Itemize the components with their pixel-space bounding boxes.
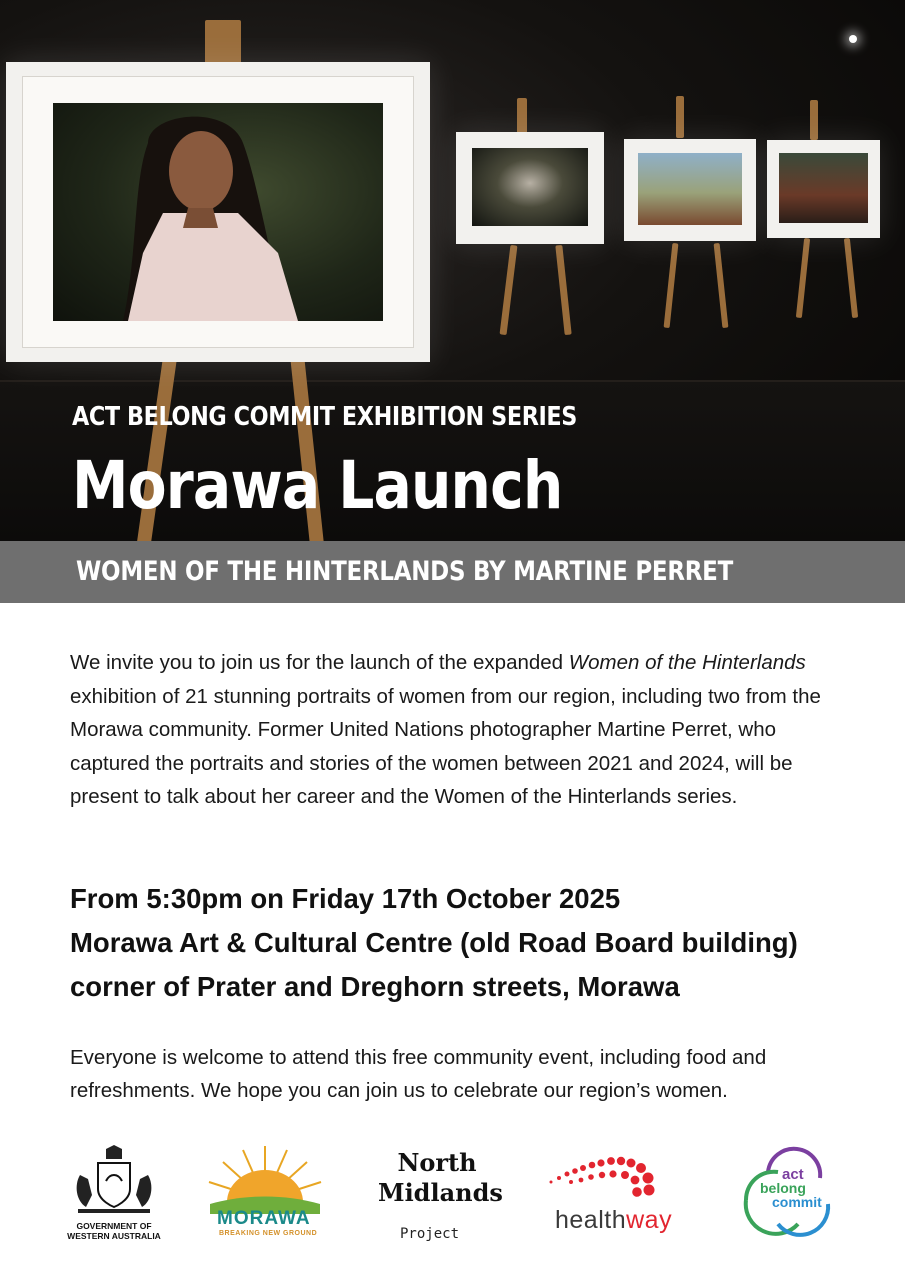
sponsor-logos (0, 1140, 905, 1260)
act-belong-commit-logo: act belong commit (738, 1142, 834, 1240)
portrait-woman-photo (53, 103, 383, 321)
portrait-frame-4 (767, 140, 880, 238)
healthway-dots-icon (545, 1152, 665, 1202)
event-venue: Morawa Art & Cultural Centre (old Road Board building) (70, 927, 798, 958)
intro-paragraph: We invite you to join us for the launch of the expanded Women of the Hinterlands exhibition of 21 stunning portraits of women from our region, including two from the Morawa community. Former United Nations photographer Martine Perret, who captured the portraits and stories of the women between 2021 and 2024, will be present to talk about her career and the Women of the Hinterlands series. (70, 651, 821, 808)
sunrise-icon (205, 1142, 325, 1214)
healthway-logo: healthway (545, 1152, 695, 1242)
series-label: ACT BELONG COMMIT EXHIBITION SERIES (72, 402, 577, 432)
event-time: From 5:30pm on Friday 17th October 2025 (70, 883, 621, 914)
hero-photo (0, 0, 905, 541)
wa-government-logo: GOVERNMENT OF WESTERN AUSTRALIA (66, 1145, 162, 1245)
closing-paragraph: Everyone is welcome to attend this free community event, including food and refreshments. We hope you can join us to celebrate our region’s women. (70, 1046, 767, 1102)
page-title: Morawa Launch (72, 447, 563, 524)
exhibition-subtitle: WOMEN OF THE HINTERLANDS BY MARTINE PERRET (76, 556, 733, 587)
exhibition-name: Women of the Hinterlands (568, 651, 806, 674)
subtitle-band (0, 541, 905, 603)
spotlight (849, 35, 857, 43)
event-address: corner of Prater and Dreghorn streets, Morawa (70, 971, 680, 1002)
portrait-figure (53, 103, 383, 321)
portrait-frame-2 (456, 132, 604, 244)
event-details (70, 877, 870, 1009)
coat-of-arms-icon (66, 1145, 162, 1215)
portrait-frame-3 (624, 139, 756, 241)
morawa-logo: MORAWA BREAKING NEW GROUND (205, 1142, 325, 1242)
north-midlands-project-logo: North Midlands Project (378, 1148, 503, 1242)
main-portrait-frame (6, 62, 430, 362)
